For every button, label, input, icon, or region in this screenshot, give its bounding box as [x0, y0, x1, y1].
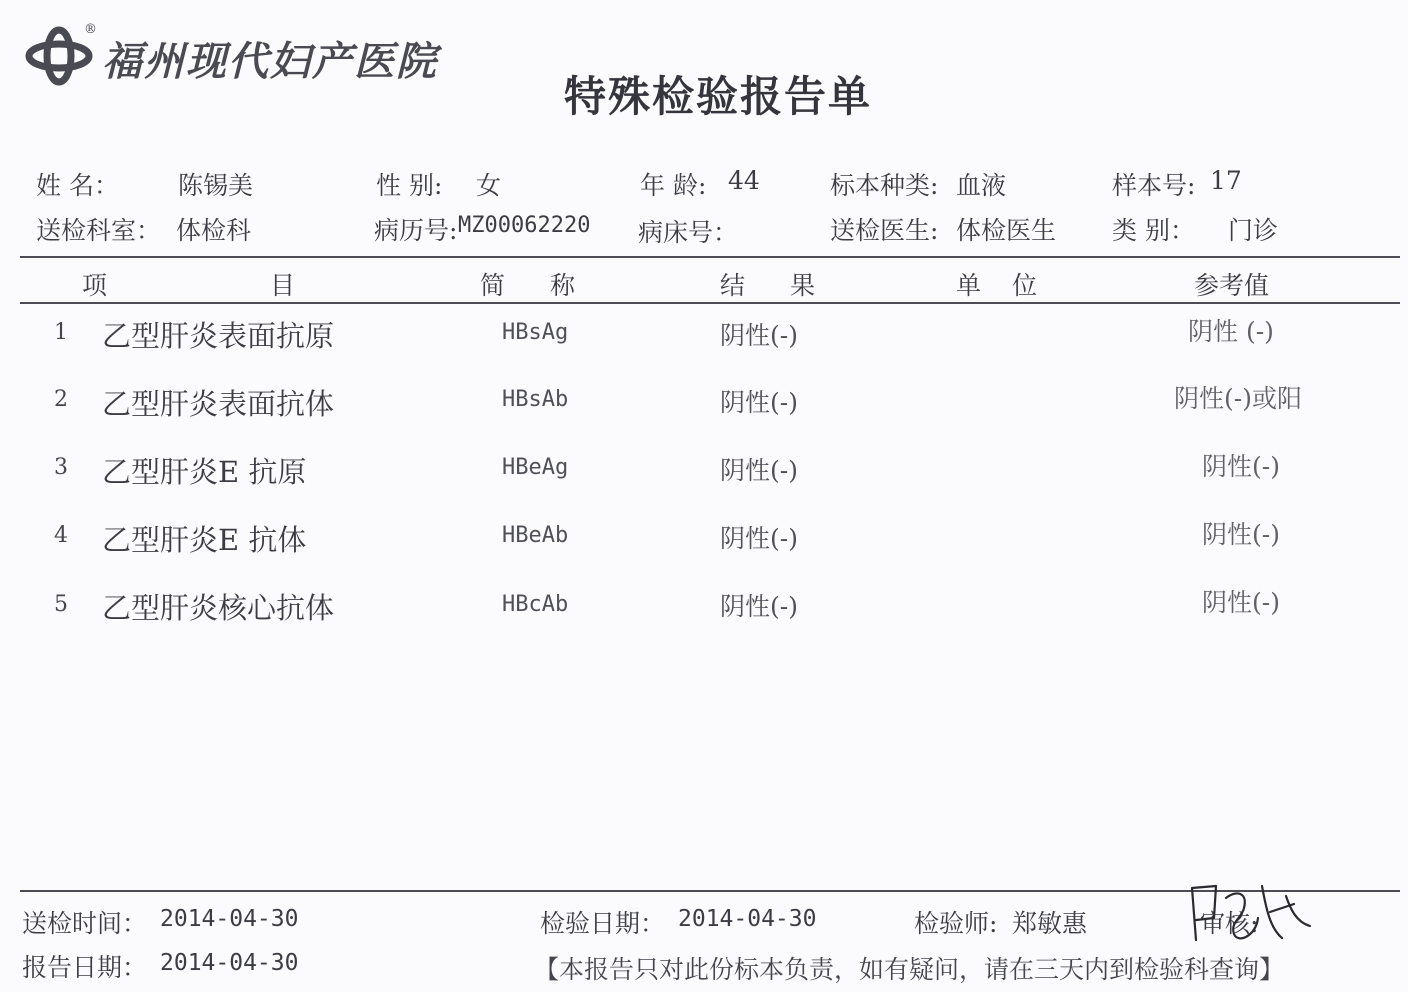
sample-no: 17 — [1210, 166, 1242, 195]
row-1-index: 1 — [54, 320, 68, 345]
col-header-item-2: 目 — [270, 271, 296, 300]
patient-age: 44 — [728, 166, 760, 195]
col-header-abbr-2: 称 — [550, 271, 576, 300]
submit-time: 2014-04-30 — [160, 906, 299, 932]
row-4-reference: 阴性(-) — [1202, 520, 1280, 549]
dept-label: 送检科室： — [36, 216, 162, 245]
disclaimer: 【本报告只对此份标本负责，如有疑问，请在三天内到检验科查询】 — [534, 955, 1285, 984]
header-bottom-rule — [20, 302, 1400, 304]
col-header-result-1: 结 — [720, 271, 746, 300]
reviewer-signature — [1186, 878, 1316, 948]
col-header-unit-2: 位 — [1012, 271, 1038, 300]
doctor-label: 送检医生: — [830, 216, 939, 245]
test-date-label: 检验日期： — [540, 909, 666, 938]
row-4-abbreviation: HBeAb — [502, 523, 569, 548]
row-4-index: 4 — [54, 523, 68, 548]
col-header-unit-1: 单 — [956, 271, 982, 300]
specimen-type: 血液 — [956, 171, 1007, 200]
category: 门诊 — [1228, 216, 1279, 245]
row-3-abbreviation: HBeAg — [502, 455, 569, 480]
col-header-reference: 参考值 — [1194, 271, 1270, 300]
row-3-index: 3 — [54, 455, 68, 480]
col-header-item-1: 项 — [82, 271, 108, 300]
row-2-result: 阴性(-) — [720, 388, 798, 417]
specimen-label: 标本种类: — [830, 171, 939, 200]
tester-label: 检验师: — [914, 909, 998, 938]
row-4-result: 阴性(-) — [720, 524, 798, 553]
row-5-index: 5 — [54, 592, 68, 617]
row-2-item-name: 乙型肝炎表面抗体 — [102, 387, 335, 421]
sex-label: 性 别: — [376, 171, 443, 200]
name-label: 姓 名： — [36, 171, 119, 200]
bed-label: 病床号： — [638, 218, 739, 247]
tester-name: 郑敏惠 — [1012, 909, 1088, 938]
row-2-reference: 阴性(-)或阳 — [1174, 384, 1302, 413]
row-1-reference: 阴性 (-) — [1188, 317, 1274, 346]
row-5-reference: 阴性(-) — [1202, 588, 1280, 617]
row-1-abbreviation: HBsAg — [502, 320, 569, 345]
test-date: 2014-04-30 — [678, 906, 817, 932]
sample-no-label: 样本号: — [1112, 171, 1196, 200]
row-1-result: 阴性(-) — [720, 321, 798, 350]
row-4-item-name: 乙型肝炎E 抗体 — [102, 523, 307, 557]
row-5-result: 阴性(-) — [720, 592, 798, 621]
col-header-result-2: 果 — [790, 271, 816, 300]
report-date-label: 报告日期： — [22, 953, 148, 982]
row-5-abbreviation: HBcAb — [502, 592, 569, 617]
hospital-name: 福州现代妇产医院 — [102, 38, 438, 85]
col-header-abbr-1: 简 — [480, 271, 506, 300]
report-title: 特殊检验报告单 — [564, 72, 873, 121]
row-2-abbreviation: HBsAb — [502, 387, 569, 412]
doctor: 体检医生 — [956, 216, 1057, 245]
reviewer-label: 审核: — [1200, 909, 1259, 938]
age-label: 年 龄: — [640, 171, 707, 200]
record-no: MZ00062220 — [458, 213, 591, 238]
row-2-index: 2 — [54, 387, 68, 412]
record-no-label: 病历号: — [374, 216, 458, 245]
category-label: 类 别： — [1112, 216, 1195, 245]
registered-mark: ® — [84, 22, 97, 37]
row-1-item-name: 乙型肝炎表面抗原 — [102, 319, 335, 353]
patient-name: 陈锡美 — [178, 171, 254, 200]
row-5-item-name: 乙型肝炎核心抗体 — [102, 591, 335, 625]
row-3-result: 阴性(-) — [720, 456, 798, 485]
report-date: 2014-04-30 — [160, 950, 299, 976]
dept: 体检科 — [176, 216, 252, 245]
header-top-rule — [20, 256, 1400, 258]
row-3-item-name: 乙型肝炎E 抗原 — [102, 455, 307, 489]
submit-time-label: 送检时间： — [22, 909, 148, 938]
patient-sex: 女 — [476, 171, 502, 200]
row-3-reference: 阴性(-) — [1202, 452, 1280, 481]
